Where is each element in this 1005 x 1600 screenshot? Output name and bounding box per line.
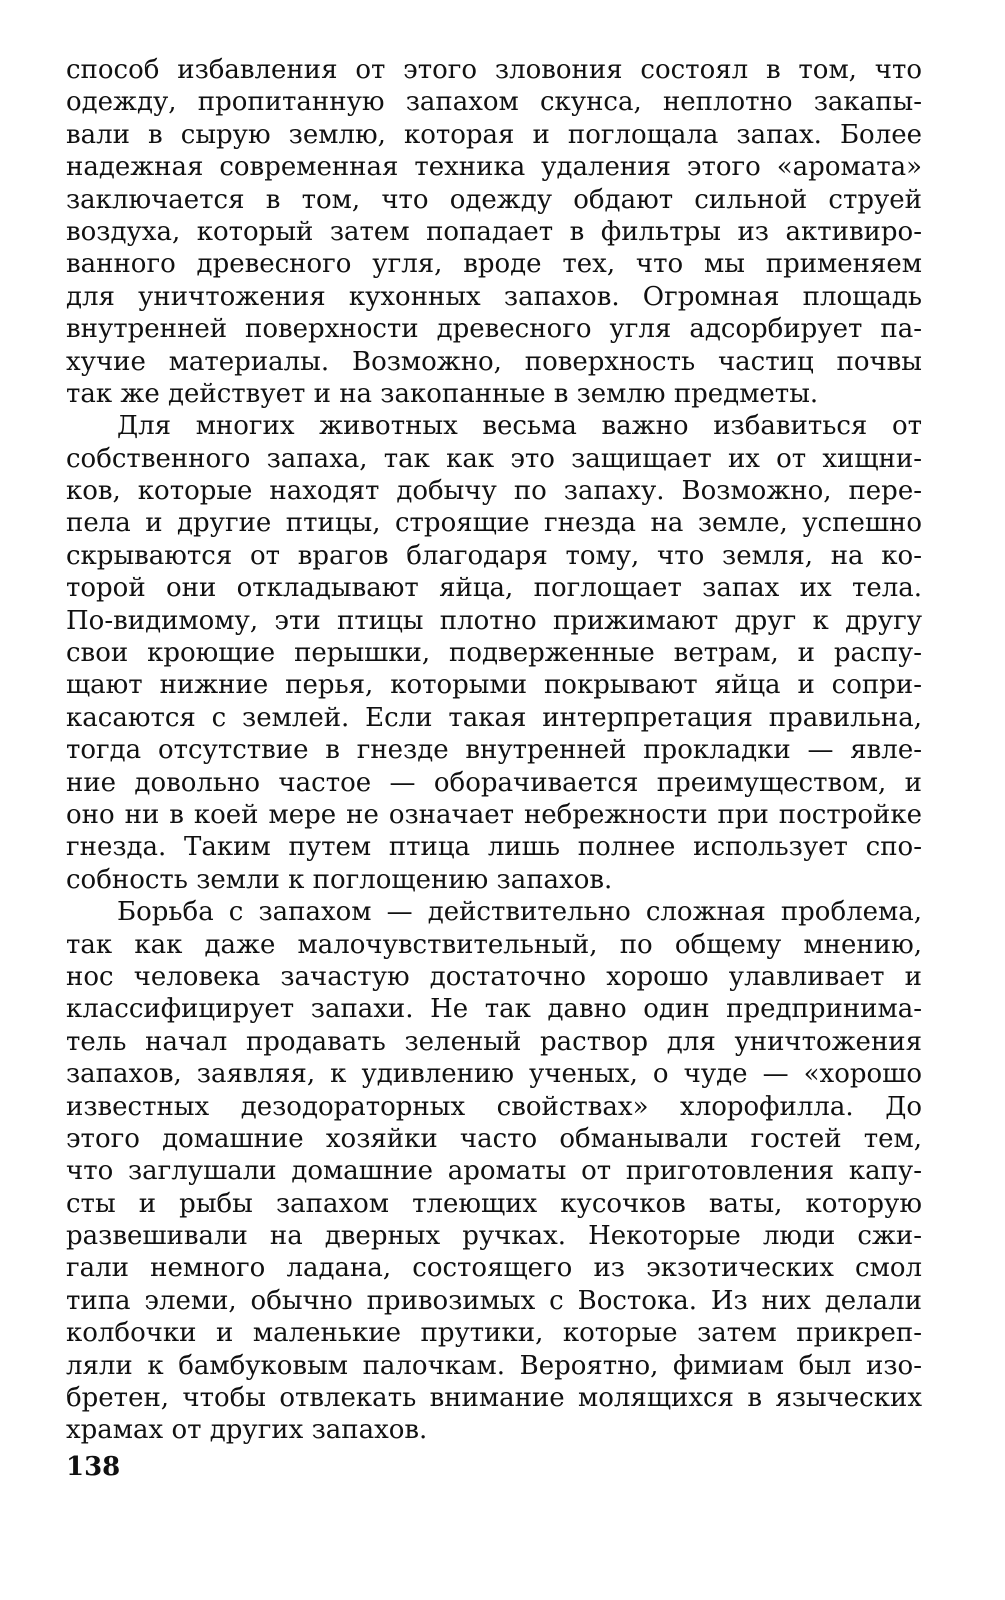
text-line: известных дезодораторных свойствах» хлорофилла. До <box>66 1091 922 1122</box>
text-line: торой они откладывают яйца, поглощает запах их тела. <box>66 573 922 604</box>
text-line: гали немного ладана, состоящего из экзотических смол <box>66 1253 922 1284</box>
text-line: тогда отсутствие в гнезде внутренней прокладки — явле- <box>66 735 922 766</box>
text-line: свои кроющие перышки, подверженные ветрам, и распу- <box>66 638 922 669</box>
text-line: хучие материалы. Возможно, поверхность частиц почвы <box>66 346 922 377</box>
text-line: сты и рыбы запахом тлеющих кусочков ваты, которую <box>66 1188 922 1219</box>
text-line: пела и другие птицы, строящие гнезда на земле, успешно <box>66 508 922 539</box>
text-line: ляли к бамбуковым палочкам. Вероятно, фимиам был изо- <box>66 1350 922 1381</box>
text-line: для уничтожения кухонных запахов. Огромная площадь <box>66 281 922 312</box>
text-line: нос человека зачастую достаточно хорошо улавливает и <box>66 961 922 992</box>
text-line: одежду, пропитанную запахом скунса, неплотно закапы- <box>66 87 922 118</box>
text-line: оно ни в коей мере не означает небрежности при постройке <box>66 799 922 830</box>
text-line: способ избавления от этого зловония состоял в том, что <box>66 55 922 85</box>
text-line: щают нижние перья, которыми покрывают яйца и сопри- <box>66 670 922 701</box>
page-body <box>66 54 922 1447</box>
text-line: этого домашние хозяйки часто обманывали гостей тем, <box>66 1123 922 1154</box>
paragraph <box>66 54 922 410</box>
paragraph <box>66 410 922 896</box>
text-line: гнезда. Таким путем птица лишь полнее использует спо- <box>66 832 922 863</box>
text-line: что заглушали домашние ароматы от приготовления капу- <box>66 1156 922 1187</box>
text-line: По-видимому, эти птицы плотно прижимают друг к другу <box>66 605 922 636</box>
text-line: надежная современная техника удаления этого «аромата» <box>66 152 922 183</box>
text-line: внутренней поверхности древесного угля адсорбирует па- <box>66 314 922 345</box>
text-line: бретен, чтобы отвлекать внимание молящихся в языческих <box>66 1383 922 1414</box>
text-line: собственного запаха, так как это защищает их от хищни- <box>66 443 922 474</box>
text-line: колбочки и маленькие прутики, которые затем прикреп- <box>66 1318 922 1349</box>
text-line: запахов, заявляя, к удивлению ученых, о чуде — «хорошо <box>66 1059 922 1090</box>
text-line: Для многих животных весьма важно избавиться от <box>117 411 922 442</box>
text-line: ние довольно частое — оборачивается преимуществом, и <box>66 767 922 798</box>
paragraph <box>66 896 922 1447</box>
text-line: касаются с землей. Если такая интерпретация правильна, <box>66 702 922 733</box>
text-line: собность земли к поглощению запахов. <box>66 864 613 895</box>
text-line: развешивали на дверных ручках. Некоторые люди сжи- <box>66 1221 922 1252</box>
text-line: тель начал продавать зеленый раствор для уничтожения <box>66 1026 922 1057</box>
text-line: ков, которые находят добычу по запаху. Возможно, пере- <box>66 476 922 507</box>
text-line: классифицирует запахи. Не так давно один предпринима- <box>66 994 922 1025</box>
text-line: Борьба с запахом — действительно сложная проблема, <box>117 897 922 928</box>
text-line: скрываются от врагов благодаря тому, что земля, на ко- <box>66 540 922 571</box>
text-line: так как даже малочувствительный, по общему мнению, <box>66 929 922 960</box>
text-line: ванного древесного угля, вроде тех, что мы применяем <box>66 249 922 280</box>
text-line: заключается в том, что одежду обдают сильной струей <box>66 184 922 215</box>
page-number: 138 <box>66 1452 121 1482</box>
text-line: воздуха, который затем попадает в фильтры из активиро- <box>66 216 922 247</box>
text-line: храмах от других запахов. <box>66 1415 428 1446</box>
text-line: типа элеми, обычно привозимых с Востока. Из них делали <box>66 1285 922 1316</box>
text-line: так же действует и на закопанные в землю предметы. <box>66 378 819 409</box>
text-line: вали в сырую землю, которая и поглощала запах. Более <box>66 119 922 150</box>
